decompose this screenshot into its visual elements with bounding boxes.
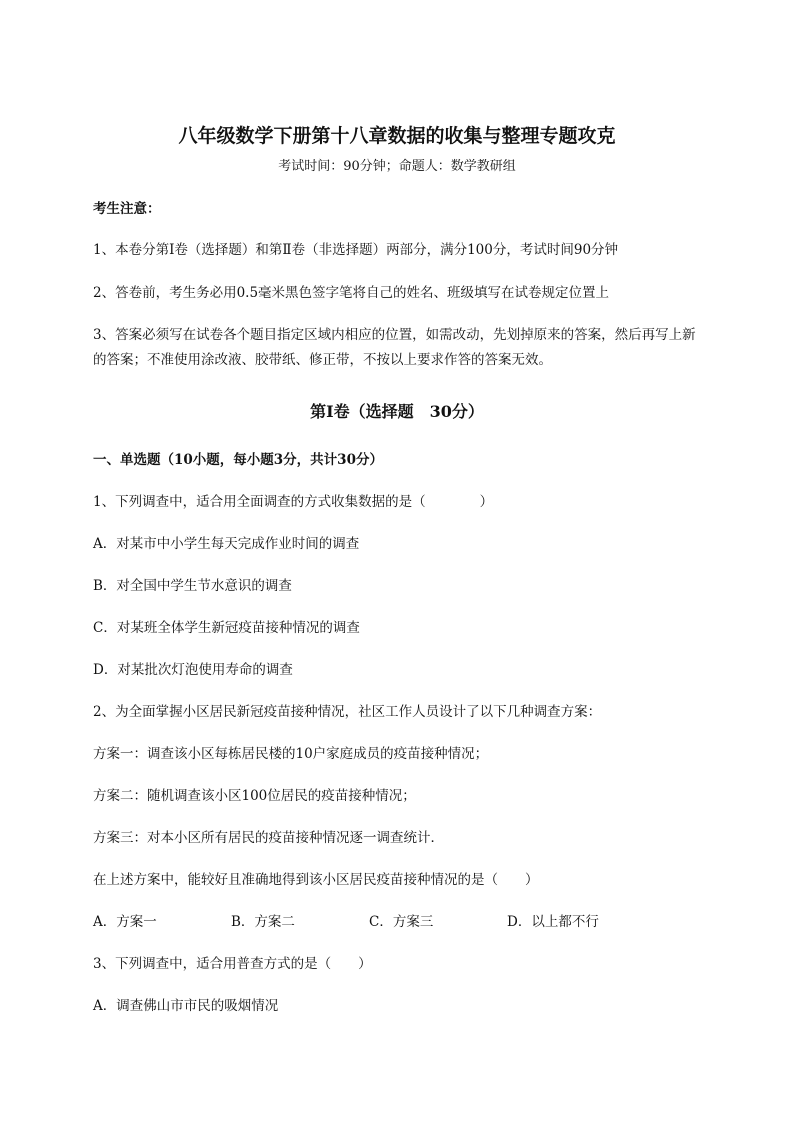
question-3-stem: 3、下列调查中，适合用普查方式的是（ ） [93, 956, 372, 972]
question-1-option-c: C．对某班全体学生新冠疫苗接种情况的调查 [93, 620, 360, 636]
question-1-option-a: A．对某市中小学生每天完成作业时间的调查 [93, 536, 360, 552]
notice-item-2: 2、答卷前，考生务必用0.5毫米黑色签字笔将自己的姓名、班级填写在试卷规定位置上 [93, 285, 610, 301]
question-2-plan-2: 方案二：随机调查该小区100位居民的疫苗接种情况； [93, 788, 416, 804]
section-title: 第I卷（选择题 30分） [310, 402, 484, 421]
question-2-plan-1: 方案一：调查该小区每栋居民楼的10户家庭成员的疫苗接种情况； [93, 746, 489, 762]
exam-info: 考试时间：90分钟；命题人：数学教研组 [278, 159, 516, 174]
question-1-option-b: B．对全国中学生节水意识的调查 [93, 578, 292, 594]
question-2-option-d: D．以上都不行 [507, 914, 599, 930]
part-heading: 一、单选题（10小题，每小题3分，共计30分） [93, 452, 383, 468]
notice-item-1: 1、本卷分第I卷（选择题）和第Ⅱ卷（非选择题）两部分，满分100分，考试时间90分钟 [93, 242, 619, 258]
notice-heading: 考生注意： [93, 201, 161, 217]
page-title: 八年级数学下册第十八章数据的收集与整理专题攻克 [178, 125, 616, 147]
question-2-option-b: B．方案二 [231, 914, 295, 930]
question-1-option-d: D．对某批次灯泡使用寿命的调查 [93, 662, 293, 678]
question-2-option-c: C．方案三 [369, 914, 434, 930]
question-2-question: 在上述方案中，能较好且准确地得到该小区居民疫苗接种情况的是（ ） [93, 872, 539, 888]
question-2-option-a: A．方案一 [93, 914, 157, 930]
notice-item-3-continued: 的答案；不准使用涂改液、胶带纸、修正带，不按以上要求作答的答案无效。 [93, 352, 552, 368]
question-2-stem: 2、为全面掌握小区居民新冠疫苗接种情况，社区工作人员设计了以下几种调查方案： [93, 704, 602, 720]
question-2-plan-3: 方案三：对本小区所有居民的疫苗接种情况逐一调查统计． [93, 830, 444, 846]
notice-item-3: 3、答案必须写在试卷各个题目指定区域内相应的位置，如需改动，先划掉原来的答案，然后再写上新 [93, 327, 696, 343]
question-3-option-a: A．调查佛山市市民的吸烟情况 [93, 998, 279, 1014]
question-1-stem: 1、下列调查中，适合用全面调查的方式收集数据的是（ ） [93, 494, 494, 510]
